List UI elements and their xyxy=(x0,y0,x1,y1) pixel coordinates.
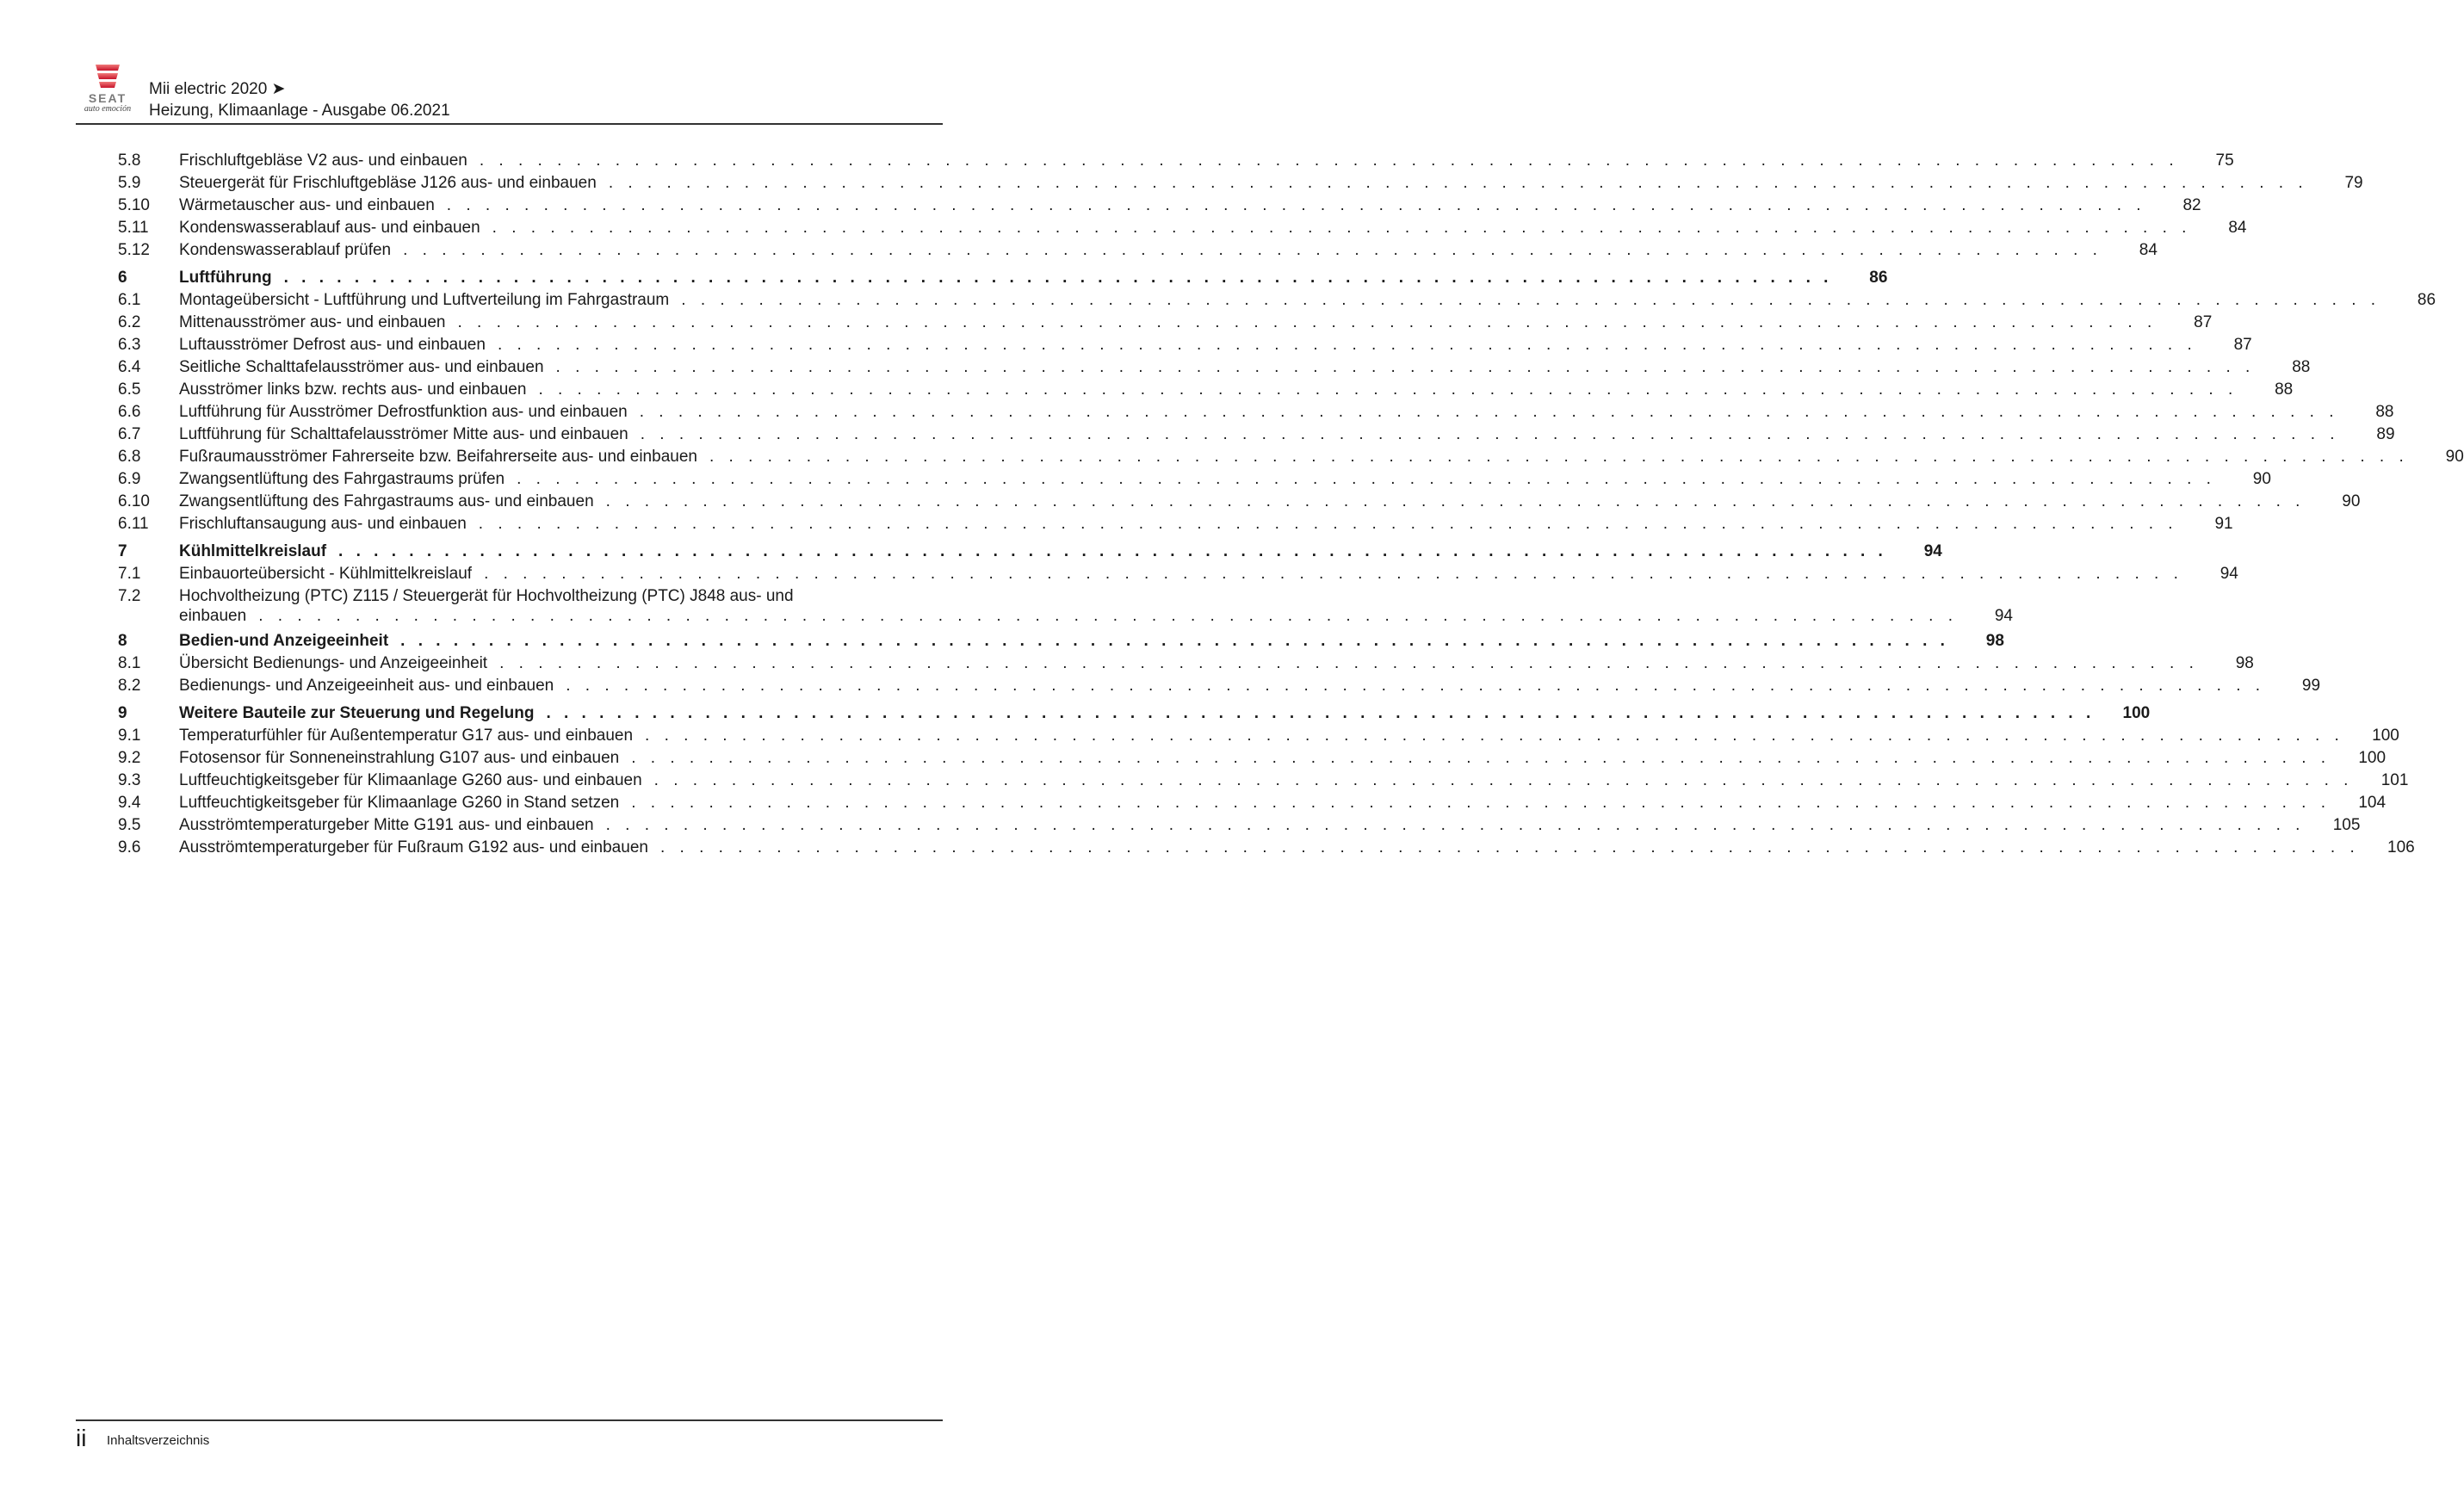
toc-entry-number: 7 xyxy=(118,542,127,560)
toc-leader-dots: . . . . . . . . . . . . . . . . . . . . . . . . . . . . . . . . . . . . . . . . . . . . . . . . . . . . . . . . . . . . . . . . . . . . . . . . . . . . . . . . . . . . . . . . xyxy=(484,565,2183,583)
toc-entry-title: Steuergerät für Frischluftgebläse J126 aus- und einbauen xyxy=(179,174,597,192)
toc-entry-number: 8.1 xyxy=(118,654,141,672)
toc-leader-dots: . . . . . . . . . . . . . . . . . . . . . . . . . . . . . . . . . . . . . . . . . . . . . . . . . . . . . . . . . . . . . . . . . . . . . . . . . . . . . . . . . . . . . . . . xyxy=(478,515,2178,533)
toc-leader-dots: . . . . . . . . . . . . . . . . . . . . . . . . . . . . . . . . . . . . . . . . . . . . . . . . . . . . . . . . . . . . . . . . . . . . . . . . . . . . . . . . . . . . . . . . xyxy=(497,336,2197,354)
document-title: Mii electric 2020 ➤ xyxy=(149,80,286,98)
toc-page-number: 94 xyxy=(1923,542,1942,560)
toc-entry-row[interactable] xyxy=(118,172,2363,195)
toc-entry-number: 6.7 xyxy=(118,425,141,443)
toc-leader-dots: . . . . . . . . . . . . . . . . . . . . . . . . . . . . . . . . . . . . . . . . . . . . . . . . . . . . . . . . . . . . . . . . . . . . . . . . . . . . . . . . . . . . . . . . xyxy=(479,152,2179,170)
toc-page-number: 90 xyxy=(2252,470,2271,488)
toc-entry-row[interactable] xyxy=(118,585,2013,625)
toc-page-number: 88 xyxy=(2375,403,2394,421)
toc-page-number: 94 xyxy=(1994,607,2013,625)
toc-page-number: 106 xyxy=(2387,838,2415,857)
toc-page-number: 87 xyxy=(2194,313,2213,331)
toc-leader-dots: . . . . . . . . . . . . . . . . . . . . . . . . . . . . . . . . . . . . . . . . . . . . . . . . . . . . . . . . . . . . . . . . . . . . . . . . . . . . . . . . . . . . . . . . xyxy=(645,727,2344,745)
toc-page-number: 105 xyxy=(2332,816,2361,834)
toc-entry-row[interactable] xyxy=(118,195,2201,217)
toc-leader-dots: . . . . . . . . . . . . . . . . . . . . . . . . . . . . . . . . . . . . . . . . . . . . . . . . . . . . . . . . . . . . . . . . . . . . . . . . . . . . . . . . . . . . . . . . xyxy=(653,771,2354,789)
toc-entry-title: Luftfeuchtigkeitsgeber für Klimaanlage G260 in Stand setzen xyxy=(179,794,620,812)
toc-page-number: 100 xyxy=(2372,727,2399,745)
toc-entry-title-continued: einbauen xyxy=(179,607,247,625)
toc-entry-number: 5.11 xyxy=(118,219,149,237)
logo-brand-text: SEAT xyxy=(88,91,127,105)
toc-leader-dots: . . . . . . . . . . . . . . . . . . . . . . . . . . . . . . . . . . . . . . . . . . . . . . . . . . . . . . . . . . . . . . . . . . . . . . . . . . . . . . . . . . . . . . . . xyxy=(681,291,2381,309)
toc-entry-title: Mittenausströmer aus- und einbauen xyxy=(179,313,446,331)
toc-chapter-row[interactable] xyxy=(118,702,2151,725)
toc-page-number: 98 xyxy=(1985,632,2004,650)
toc-entry-row[interactable] xyxy=(118,289,2436,312)
toc-entry-title: Einbauorteübersicht - Kühlmittelkreislauf xyxy=(179,565,473,583)
header-divider xyxy=(76,123,943,125)
toc-entry-title: Wärmetauscher aus- und einbauen xyxy=(179,196,435,214)
toc-entry-number: 9 xyxy=(118,704,127,722)
toc-entry-title: Zwangsentlüftung des Fahrgastraums aus- und einbauen xyxy=(179,492,594,510)
toc-page-number: 86 xyxy=(1869,269,1888,287)
toc-page-number: 79 xyxy=(2344,174,2363,192)
toc-leader-dots: . . . . . . . . . . . . . . . . . . . . . . . . . . . . . . . . . . . . . . . . . . . . . . . . . . . . . . . . . . . . . . . . . . . . . . . . . . . . . . . . . . . . . . . . xyxy=(403,241,2102,259)
toc-entry-row[interactable] xyxy=(118,150,2234,172)
toc-page-number: 75 xyxy=(2215,152,2234,170)
document-subtitle: Heizung, Klimaanlage - Ausgabe 06.2021 xyxy=(149,102,450,120)
toc-entry-number: 6.10 xyxy=(118,492,150,510)
toc-entry-title: Fußraumausströmer Fahrerseite bzw. Beifahrerseite aus- und einbauen xyxy=(179,448,697,466)
toc-entry-number: 5.9 xyxy=(118,174,141,192)
toc-entry-row[interactable] xyxy=(118,468,2271,491)
toc-entry-number: 5.10 xyxy=(118,196,150,214)
toc-entry-number: 9.2 xyxy=(118,749,141,767)
toc-entry-number: 6.8 xyxy=(118,448,141,466)
toc-page-number: 82 xyxy=(2182,196,2201,214)
toc-entry-row[interactable] xyxy=(118,725,2399,747)
toc-entry-row[interactable] xyxy=(118,356,2311,379)
toc-leader-dots: . . . . . . . . . . . . . . . . . . . . . . . . . . . . . . . . . . . . . . . . . . . . . . . . . . . . . . . . . . . . . . . . . . . . . . . . . . . . . . . . . . . . . . . . xyxy=(659,838,2360,857)
toc-chapter-row[interactable] xyxy=(118,267,1888,289)
toc-entry-number: 5.8 xyxy=(118,152,141,170)
toc-entry-title: Temperaturfühler für Außentemperatur G17 aus- und einbauen xyxy=(179,727,634,745)
toc-leader-dots: . . . . . . . . . . . . . . . . . . . . . . . . . . . . . . . . . . . . . . . . . . . . . . . . . . . . . . . . . . . . . . . . . . . . . . . . . . . . . . . . . . . . . . . . xyxy=(258,607,1958,625)
logo-tagline: auto emoción xyxy=(84,104,132,114)
toc-entry-title: Luftführung für Ausströmer Defrostfunktion aus- und einbauen xyxy=(179,403,628,421)
toc-entry-row[interactable] xyxy=(118,837,2415,859)
toc-leader-dots: . . . . . . . . . . . . . . . . . . . . . . . . . . . . . . . . . . . . . . . . . . . . . . . . . . . . . . . . . . . . . . . . . . . . . . . . . . . . . . . . . . . . . . . . xyxy=(546,704,2096,722)
toc-entry-row[interactable] xyxy=(118,814,2361,837)
toc-entry-row[interactable] xyxy=(118,401,2394,424)
toc-entry-title: Kondenswasserablauf prüfen xyxy=(179,241,392,259)
toc-entry-row[interactable] xyxy=(118,491,2361,513)
toc-entry-title: Luftausströmer Defrost aus- und einbauen xyxy=(179,336,486,354)
toc-entry-title: Ausströmtemperaturgeber Mitte G191 aus- und einbauen xyxy=(179,816,594,834)
seat-logo-icon xyxy=(93,62,122,91)
toc-entry-title: Montageübersicht - Luftführung und Luftverteilung im Fahrgastraum xyxy=(179,291,670,309)
toc-leader-dots: . . . . . . . . . . . . . . . . . . . . . . . . . . . . . . . . . . . . . . . . . . . . . . . . . . . . . . . . . . . . . . . . . . . . . . . . . . . . . . . . . . . . . . . . xyxy=(631,794,2331,812)
toc-entry-number: 6 xyxy=(118,269,127,287)
toc-entry-number: 5.12 xyxy=(118,241,150,259)
toc-entry-number: 6.11 xyxy=(118,515,149,533)
toc-leader-dots: . . . . . . . . . . . . . . . . . . . . . . . . . . . . . . . . . . . . . . . . . . . . . . . . . . . . . . . . . . . . . . . . . . . . . . . . . . . . . . . . . . . . . . . . xyxy=(338,542,1887,560)
toc-leader-dots: . . . . . . . . . . . . . . . . . . . . . . . . . . . . . . . . . . . . . . . . . . . . . . . . . . . . . . . . . . . . . . . . . . . . . . . . . . . . . . . . . . . . . . . . xyxy=(639,403,2339,421)
toc-entry-title: Weitere Bauteile zur Steuerung und Regelung xyxy=(179,704,535,722)
toc-leader-dots: . . . . . . . . . . . . . . . . . . . . . . . . . . . . . . . . . . . . . . . . . . . . . . . . . . . . . . . . . . . . . . . . . . . . . . . . . . . . . . . . . . . . . . . . xyxy=(605,492,2306,510)
toc-entry-title: Fotosensor für Sonneneinstrahlung G107 aus- und einbauen xyxy=(179,749,620,767)
toc-entry-title: Luftführung für Schalttafelausströmer Mitte aus- und einbauen xyxy=(179,425,628,443)
toc-leader-dots: . . . . . . . . . . . . . . . . . . . . . . . . . . . . . . . . . . . . . . . . . . . . . . . . . . . . . . . . . . . . . . . . . . . . . . . . . . . . . . . . . . . . . . . . xyxy=(499,654,2199,672)
toc-entry-row[interactable] xyxy=(118,334,2252,356)
toc-page-number: 100 xyxy=(2358,749,2387,767)
toc-entry-number: 6.2 xyxy=(118,313,141,331)
toc-leader-dots: . . . . . . . . . . . . . . . . . . . . . . . . . . . . . . . . . . . . . . . . . . . . . . . . . . . . . . . . . . . . . . . . . . . . . . . . . . . . . . . . . . . . . . . . xyxy=(283,269,1833,287)
toc-entry-number: 9.5 xyxy=(118,816,141,834)
toc-page-number: 100 xyxy=(2122,704,2151,722)
toc-entry-title: Übersicht Bedienungs- und Anzeigeeinheit xyxy=(179,654,488,672)
toc-entry-number: 7.1 xyxy=(118,565,141,583)
toc-leader-dots: . . . . . . . . . . . . . . . . . . . . . . . . . . . . . . . . . . . . . . . . . . . . . . . . . . . . . . . . . . . . . . . . . . . . . . . . . . . . . . . . . . . . . . . . xyxy=(566,677,2266,695)
toc-leader-dots: . . . . . . . . . . . . . . . . . . . . . . . . . . . . . . . . . . . . . . . . . . . . . . . . . . . . . . . . . . . . . . . . . . . . . . . . . . . . . . . . . . . . . . . . xyxy=(555,358,2256,376)
toc-entry-number: 7.2 xyxy=(118,587,141,605)
footer-divider xyxy=(76,1419,943,1421)
toc-entry-number: 6.6 xyxy=(118,403,141,421)
toc-entry-number: 6.5 xyxy=(118,380,141,399)
toc-page-number: 87 xyxy=(2233,336,2252,354)
toc-leader-dots: . . . . . . . . . . . . . . . . . . . . . . . . . . . . . . . . . . . . . . . . . . . . . . . . . . . . . . . . . . . . . . . . . . . . . . . . . . . . . . . . . . . . . . . . xyxy=(640,425,2340,443)
toc-page-number: 104 xyxy=(2358,794,2387,812)
toc-entry-row[interactable] xyxy=(118,675,2321,697)
toc-entry-number: 6.9 xyxy=(118,470,141,488)
toc-page-number: 101 xyxy=(2380,771,2409,789)
toc-leader-dots: . . . . . . . . . . . . . . . . . . . . . . . . . . . . . . . . . . . . . . . . . . . . . . . . . . . . . . . . . . . . . . . . . . . . . . . . . . . . . . . . . . . . . . . . xyxy=(631,749,2331,767)
toc-entry-number: 9.6 xyxy=(118,838,141,857)
toc-entry-title: Luftführung xyxy=(179,269,272,287)
toc-page-number: 99 xyxy=(2301,677,2321,695)
toc-entry-title: Seitliche Schalttafelausströmer aus- und einbauen xyxy=(179,358,544,376)
toc-leader-dots: . . . . . . . . . . . . . . . . . . . . . . . . . . . . . . . . . . . . . . . . . . . . . . . . . . . . . . . . . . . . . . . . . . . . . . . . . . . . . . . . . . . . . . . . xyxy=(538,380,2238,399)
page-number: ii xyxy=(76,1425,87,1451)
toc-leader-dots: . . . . . . . . . . . . . . . . . . . . . . . . . . . . . . . . . . . . . . . . . . . . . . . . . . . . . . . . . . . . . . . . . . . . . . . . . . . . . . . . . . . . . . . . xyxy=(400,632,1949,650)
toc-page-number: 91 xyxy=(2214,515,2233,533)
toc-entry-number: 9.3 xyxy=(118,771,141,789)
footer-section-label: Inhaltsverzeichnis xyxy=(107,1433,210,1448)
toc-entry-title: Frischluftansaugung aus- und einbauen xyxy=(179,515,467,533)
toc-entry-row[interactable] xyxy=(118,424,2395,446)
toc-entry-row[interactable] xyxy=(118,379,2294,401)
toc-entry-title: Ausströmer links bzw. rechts aus- und einbauen xyxy=(179,380,527,399)
toc-entry-number: 8 xyxy=(118,632,127,650)
toc-entry-row[interactable] xyxy=(118,513,2233,535)
toc-entry-number: 8.2 xyxy=(118,677,141,695)
toc-entry-title: Bedien-und Anzeigeeinheit xyxy=(179,632,389,650)
toc-entry-number: 6.1 xyxy=(118,291,141,309)
toc-page-number: 86 xyxy=(2417,291,2436,309)
toc-page-number: 89 xyxy=(2376,425,2395,443)
toc-chapter-row[interactable] xyxy=(118,541,1942,563)
toc-leader-dots: . . . . . . . . . . . . . . . . . . . . . . . . . . . . . . . . . . . . . . . . . . . . . . . . . . . . . . . . . . . . . . . . . . . . . . . . . . . . . . . . . . . . . . . . xyxy=(605,816,2306,834)
toc-entry-row[interactable] xyxy=(118,770,2409,792)
toc-entry-row[interactable] xyxy=(118,217,2247,239)
toc-entry-number: 9.4 xyxy=(118,794,141,812)
toc-leader-dots: . . . . . . . . . . . . . . . . . . . . . . . . . . . . . . . . . . . . . . . . . . . . . . . . . . . . . . . . . . . . . . . . . . . . . . . . . . . . . . . . . . . . . . . . xyxy=(517,470,2216,488)
toc-page-number: 84 xyxy=(2139,241,2158,259)
toc-entry-title: Kühlmittelkreislauf xyxy=(179,542,327,560)
toc-leader-dots: . . . . . . . . . . . . . . . . . . . . . . . . . . . . . . . . . . . . . . . . . . . . . . . . . . . . . . . . . . . . . . . . . . . . . . . . . . . . . . . . . . . . . . . . xyxy=(492,219,2192,237)
toc-page-number: 90 xyxy=(2342,492,2361,510)
toc-entry-title: Frischluftgebläse V2 aus- und einbauen xyxy=(179,152,467,170)
toc-entry-number: 9.1 xyxy=(118,727,141,745)
toc-entry-row[interactable] xyxy=(118,312,2213,334)
toc-page-number: 90 xyxy=(2445,448,2464,466)
toc-page-number: 88 xyxy=(2275,380,2294,399)
toc-page-number: 88 xyxy=(2292,358,2311,376)
toc-entry-title: Kondenswasserablauf aus- und einbauen xyxy=(179,219,480,237)
toc-chapter-row[interactable] xyxy=(118,630,2004,652)
toc-page-number: 84 xyxy=(2228,219,2247,237)
toc-leader-dots: . . . . . . . . . . . . . . . . . . . . . . . . . . . . . . . . . . . . . . . . . . . . . . . . . . . . . . . . . . . . . . . . . . . . . . . . . . . . . . . . . . . . . . . . xyxy=(709,448,2409,466)
toc-entry-row[interactable] xyxy=(118,792,2387,814)
toc-entry-number: 6.3 xyxy=(118,336,141,354)
seat-logo xyxy=(76,62,139,114)
toc-page-number: 98 xyxy=(2235,654,2254,672)
toc-entry-title: Bedienungs- und Anzeigeeinheit aus- und einbauen xyxy=(179,677,554,695)
toc-entry-row[interactable] xyxy=(118,239,2158,262)
toc-entry-title: Zwangsentlüftung des Fahrgastraums prüfen xyxy=(179,470,505,488)
toc-entry-row[interactable] xyxy=(118,563,2238,585)
table-of-contents xyxy=(118,150,2464,859)
toc-leader-dots: . . . . . . . . . . . . . . . . . . . . . . . . . . . . . . . . . . . . . . . . . . . . . . . . . . . . . . . . . . . . . . . . . . . . . . . . . . . . . . . . . . . . . . . . xyxy=(608,174,2308,192)
toc-leader-dots: . . . . . . . . . . . . . . . . . . . . . . . . . . . . . . . . . . . . . . . . . . . . . . . . . . . . . . . . . . . . . . . . . . . . . . . . . . . . . . . . . . . . . . . . xyxy=(446,196,2146,214)
toc-entry-row[interactable] xyxy=(118,747,2387,770)
toc-entry-row[interactable] xyxy=(118,446,2464,468)
toc-entry-title: Hochvoltheizung (PTC) Z115 / Steuergerät für Hochvoltheizung (PTC) J848 aus- und xyxy=(179,587,794,605)
toc-page-number: 94 xyxy=(2219,565,2238,583)
toc-entry-title: Luftfeuchtigkeitsgeber für Klimaanlage G260 aus- und einbauen xyxy=(179,771,642,789)
toc-entry-title: Ausströmtemperaturgeber für Fußraum G192 aus- und einbauen xyxy=(179,838,648,857)
toc-entry-row[interactable] xyxy=(118,652,2254,675)
toc-entry-number: 6.4 xyxy=(118,358,141,376)
toc-leader-dots: . . . . . . . . . . . . . . . . . . . . . . . . . . . . . . . . . . . . . . . . . . . . . . . . . . . . . . . . . . . . . . . . . . . . . . . . . . . . . . . . . . . . . . . . xyxy=(457,313,2158,331)
